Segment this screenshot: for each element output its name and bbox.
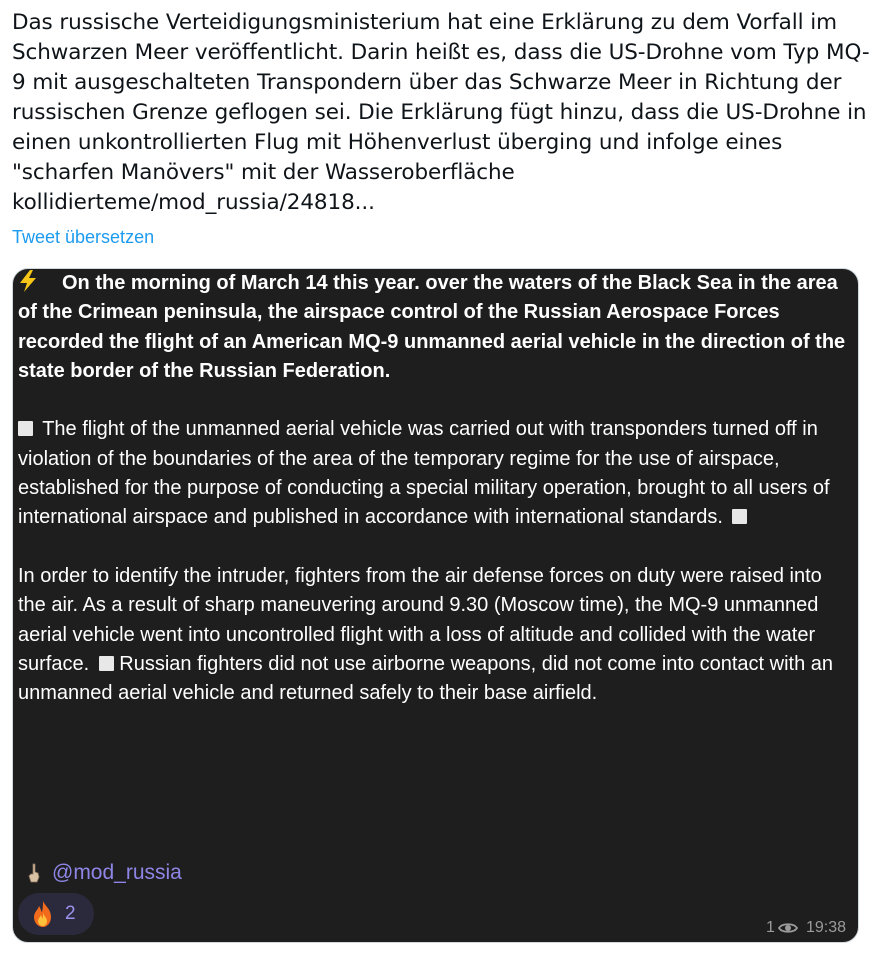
- channel-handle-link[interactable]: @mod_russia: [52, 861, 182, 884]
- white-square-icon: [18, 421, 33, 436]
- telegram-screenshot-card[interactable]: [12, 268, 859, 943]
- post-time: 19:38: [805, 919, 846, 936]
- view-count: 1: [766, 919, 775, 936]
- translate-tweet-link[interactable]: Tweet übersetzen: [12, 227, 155, 247]
- post-paragraph-2: [18, 415, 848, 532]
- post-paragraph-1: [18, 269, 848, 386]
- pointing-finger-icon: [26, 863, 42, 883]
- eye-icon: [778, 921, 798, 935]
- post-paragraph-3a-text: In order to identify the intruder, fighters from the air defense forces on duty were raised into the air. As a result of sharp maneuvering around 9.30 (Moscow time), the MQ-9 unmanned aerial vehicle went into uncontrolled flight with a loss of altitude and collided with the water surface.: [18, 564, 822, 675]
- reaction-button[interactable]: [18, 893, 94, 935]
- post-meta: [766, 919, 846, 937]
- reaction-count: 2: [65, 903, 76, 924]
- post-paragraph-3b-text: Russian fighters did not use airborne weapons, did not come into contact with an unmanned aerial vehicle and returned safely to their base airfield.: [18, 652, 834, 705]
- post-paragraph-1-text: On the morning of March 14 this year. over the waters of the Black Sea in the area of the Crimean peninsula, the airspace control of the Russian Aerospace Forces recorded the flight of an American MQ-9 unmanned aerial vehicle in the direction of the state border of the Russian Federation.: [18, 272, 846, 382]
- white-square-icon: [732, 509, 747, 524]
- lightning-icon: [18, 270, 38, 292]
- telegram-post-body: [18, 269, 848, 708]
- channel-row: [26, 859, 182, 887]
- post-paragraph-3: [18, 562, 848, 708]
- white-square-icon: [99, 656, 114, 671]
- fire-icon: [31, 900, 55, 928]
- post-paragraph-2-text: The flight of the unmanned aerial vehicle was carried out with transponders turned off in violation of the boundaries of the area of the temporary regime for the use of airspace, established for the purpose of conducting a special military operation, brought to all users of international airspace and published in accordance with international standards.: [18, 418, 830, 529]
- tweet-text: Das russische Verteidigungsministerium hat eine Erklärung zu dem Vorfall im Schwarzen Meer veröffentlicht. Darin heißt es, dass die US-Drohne vom Typ MQ-9 mit ausgeschalteten Transpondern über das Schwarze Meer in Richtung der russischen Grenze geflogen sei. Die Erklärung fügt hinzu, dass die US-Drohne in einen unkontrollierten Flug mit Höhenverlust überging und infolge eines "scharfen Manövers" mit der Wasseroberfläche kollidierteme/mod_russia/24818...: [12, 10, 874, 215]
